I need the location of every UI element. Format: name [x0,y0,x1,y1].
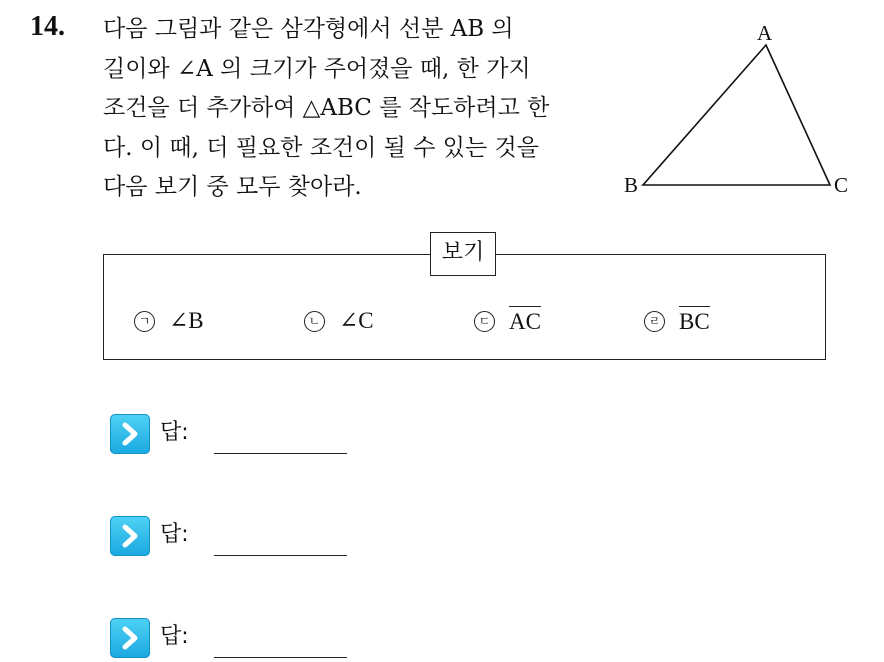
question-line: 다음 그림과 같은 삼각형에서 선분 AB 의 [103,16,514,42]
bogi-value: ∠C [339,308,374,333]
vertex-label-b: B [624,173,639,197]
bogi-item [304,306,374,336]
triangle-outline [643,45,830,185]
answer-label: 답: [160,624,189,649]
question-line: 길이와 ∠A 의 크기가 주어졌을 때, 한 가지 [103,55,531,82]
circled-marker: ㄹ [644,311,665,332]
answer-label: 답: [160,420,189,445]
answer-blank[interactable] [214,657,347,658]
bogi-item [644,306,710,336]
vertex-label-c: C [834,173,849,197]
segment-value: AC [509,306,541,336]
answer-blank[interactable] [214,555,347,556]
question-number: 14. [30,11,65,42]
answer-blank[interactable] [214,453,347,454]
chevron-right-icon [110,414,150,454]
question-text [103,10,603,208]
circled-marker: ㄱ [134,311,155,332]
chevron-right-icon [110,618,150,658]
circled-marker: ㄴ [304,311,325,332]
triangle-figure [600,15,860,200]
bogi-value: ∠B [169,308,204,333]
vertex-label-a: A [757,21,773,45]
question-line: 다. 이 때, 더 필요한 조건이 될 수 있는 것을 [103,134,539,161]
chevron-right-icon [110,516,150,556]
bogi-item [134,306,204,336]
bogi-title: 보기 [430,232,496,276]
circled-marker: ㄷ [474,311,495,332]
answer-label: 답: [160,522,189,547]
question-line: 다음 보기 중 모두 찾아라. [103,174,362,200]
bogi-item [474,306,541,336]
segment-value: BC [679,306,710,336]
question-line: 조건을 더 추가하여 △ABC 를 작도하려고 한 [103,95,550,121]
